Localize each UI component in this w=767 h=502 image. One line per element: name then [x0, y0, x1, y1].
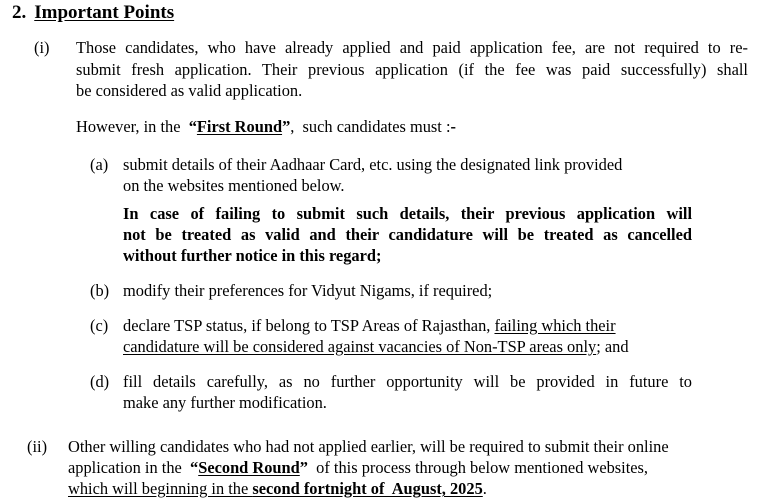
sub-d-label: (d) — [90, 372, 110, 391]
point-i-line-1: Those candidates, who have already applied and paid application fee, are not required to re- — [76, 38, 748, 57]
point-i-line-2: submit fresh application. Their previous application (if the fee was paid successfully) shall — [76, 60, 748, 79]
sub-c-line-2-underlined: candidature will be considered against vacancies of Non-TSP areas only — [123, 337, 597, 356]
sub-a-line-2: on the websites mentioned below. — [123, 176, 345, 195]
sub-c-line-1 — [123, 316, 616, 336]
sub-b-line-1: modify their preferences for Vidyut Nigams, if required; — [123, 281, 493, 300]
section-title: Important Points — [34, 2, 175, 23]
first-round-open-quote: “ — [188, 117, 197, 136]
section-heading — [12, 2, 174, 24]
sub-b-label: (b) — [90, 281, 110, 300]
sub-c-line-2-plain: ; and — [596, 337, 629, 356]
sub-c-label: (c) — [90, 316, 109, 335]
point-ii-line-2 — [68, 458, 749, 478]
first-round-close-quote: ” — [282, 117, 291, 136]
section-number: 2. — [12, 2, 27, 23]
point-ii-deadline: second fortnight of August, 2025 — [252, 479, 483, 498]
however-dash: - — [450, 117, 456, 136]
sub-c-line-1-underlined: failing which their — [494, 316, 616, 335]
sub-a-line-1: submit details of their Aadhaar Card, etc. using the designated link provided — [123, 155, 623, 174]
point-ii-label: (ii) — [27, 437, 48, 456]
sub-a-label: (a) — [90, 155, 109, 174]
point-i-line-3: be considered as valid application. — [76, 81, 303, 100]
however-line — [76, 117, 456, 137]
however-suffix: , such candidates must : — [290, 117, 451, 136]
point-ii-line-3-end: . — [482, 479, 487, 498]
point-ii-line-3-underlined: which will beginning in the — [68, 479, 253, 498]
point-ii-line-2-suffix: of this process through below mentioned websites, — [307, 458, 649, 477]
sub-c-line-1-plain: declare TSP status, if belong to TSP Areas of Rajasthan, — [123, 316, 495, 335]
point-ii-line-1 — [68, 437, 749, 457]
however-prefix: However, in the — [76, 117, 185, 136]
second-round-open-quote: “ — [190, 458, 199, 477]
sub-c-line-2 — [123, 337, 629, 357]
point-ii-line-2-prefix: application in the — [68, 458, 186, 477]
second-round-close-quote: ” — [299, 458, 308, 477]
sub-a-warning-line-1: In case of failing to submit such details, their previous application will — [123, 204, 692, 223]
point-i-label: (i) — [34, 38, 50, 57]
first-round-label: First Round — [196, 117, 283, 136]
second-round-label: Second Round — [198, 458, 300, 477]
sub-a-warning-line-2: not be treated as valid and their candidature will be treated as cancelled — [123, 225, 692, 244]
point-ii-line-1-text: Other willing candidates who had not applied earlier, will be required to submit their online — [68, 437, 669, 456]
point-ii-line-3 — [68, 479, 487, 499]
sub-a-warning-line-3: without further notice in this regard; — [123, 246, 382, 265]
sub-d-line-1: fill details carefully, as no further opportunity will be provided in future to — [123, 372, 692, 391]
sub-d-line-2: make any further modification. — [123, 393, 327, 412]
